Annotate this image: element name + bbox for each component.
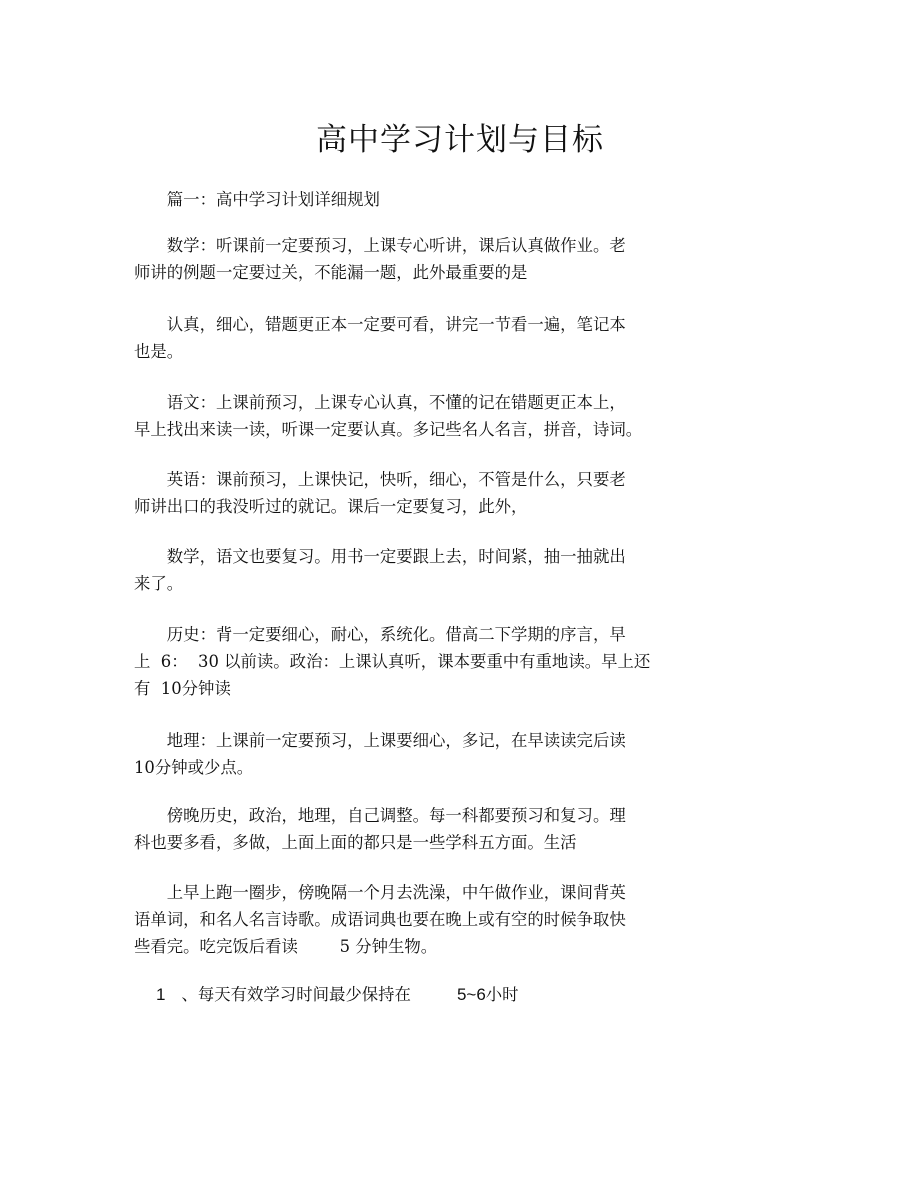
list-item-text: 、每天有效学习时间最少保持在	[181, 985, 411, 1004]
paragraph-line: 傍晚历史，政治，地理，自己调整。每一科都要预习和复习。理	[166, 806, 626, 825]
paragraph-line: 师讲的例题一定要过关，不能漏一题，此外最重要的是	[134, 263, 528, 282]
list-item	[156, 981, 519, 1008]
paragraph-line: 上 6： 30 以前读。政治：上课认真听，课本要重中有重地读。早上还	[134, 652, 651, 671]
paragraph-line: 10分钟或少点。	[134, 758, 254, 777]
paragraph-english	[134, 466, 694, 520]
paragraph-line: 历史：背一定要细心，耐心，系统化。借高二下学期的序言，早	[166, 625, 626, 644]
paragraph-evening	[134, 802, 694, 856]
paragraph-line: 也是。	[134, 342, 184, 361]
paragraph-line: 认真，细心，错题更正本一定要可看，讲完一节看一遍，笔记本	[166, 315, 626, 334]
paragraph-english-cont	[134, 543, 694, 597]
paragraph-line: 语单词，和名人名言诗歌。成语词典也要在晚上或有空的时候争取快	[134, 910, 626, 929]
paragraph-line: 数学：听课前一定要预习，上课专心听讲，课后认真做作业。老	[166, 236, 626, 255]
list-item-value: 5~6	[456, 985, 486, 1004]
paragraph-line: 师讲出口的我没听过的就记。课后一定要复习，此外，	[134, 497, 528, 516]
paragraph-subtitle	[134, 186, 694, 213]
paragraph-chinese	[134, 389, 694, 443]
paragraph-history	[134, 621, 694, 702]
paragraph-line: 科也要多看，多做，上面上面的都只是一些学科五方面。生活	[134, 833, 577, 852]
paragraph-line: 早上找出来读一读，听课一定要认真。多记些名人名言，拼音，诗词。	[134, 420, 643, 439]
paragraph-geography	[134, 727, 694, 781]
paragraph-line: 有 10分钟读	[134, 679, 231, 698]
paragraph-line: 些看完。吃完饭后看读 5 分钟生物。	[134, 937, 438, 956]
list-item-unit: 小时	[485, 985, 519, 1004]
paragraph-line: 语文：上课前预习，上课专心认真，不懂的记在错题更正本上，	[166, 393, 626, 412]
paragraph-math-cont	[134, 311, 694, 365]
paragraph-line: 来了。	[134, 574, 184, 593]
paragraph-line: 上早上跑一圈步，傍晚隔一个月去洗澡，中午做作业，课间背英	[166, 883, 626, 902]
paragraph-daily-life	[134, 879, 694, 960]
paragraph-line: 地理：上课前一定要预习，上课要细心，多记，在早读读完后读	[166, 731, 626, 750]
paragraph-line: 英语：课前预习，上课快记，快听，细心，不管是什么，只要老	[166, 470, 626, 489]
list-item-number: 1	[156, 985, 166, 1004]
paragraph-line: 篇一：高中学习计划详细规划	[166, 190, 380, 209]
paragraph-math	[134, 232, 694, 286]
paragraph-line: 数学，语文也要复习。用书一定要跟上去，时间紧，抽一抽就出	[166, 547, 626, 566]
document-title: 高中学习计划与目标	[316, 122, 604, 158]
